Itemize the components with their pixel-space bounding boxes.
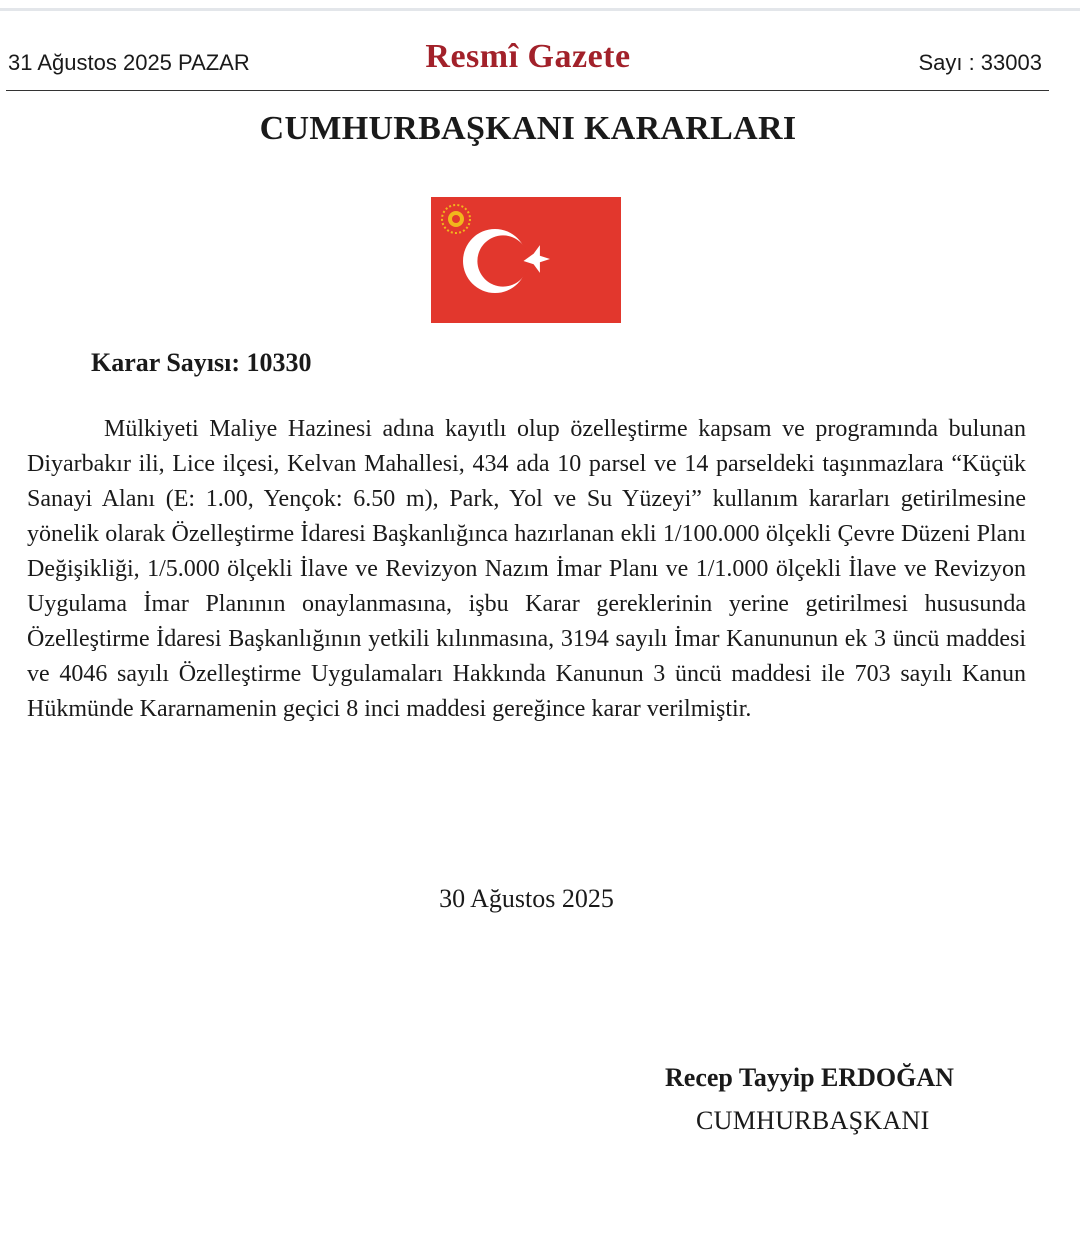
- gazette-header: [8, 38, 1048, 88]
- issue-date: 31 Ağustos 2025 PAZAR: [8, 50, 250, 75]
- gazette-title: Resmî Gazete: [425, 38, 631, 75]
- crescent-inner: [477, 235, 528, 286]
- header-divider: [6, 90, 1049, 91]
- decision-number: Karar Sayısı: 10330: [91, 348, 312, 377]
- signer-title: CUMHURBAŞKANI: [696, 1106, 930, 1135]
- turkish-flag-icon: [431, 197, 621, 323]
- top-divider: [0, 8, 1080, 11]
- section-title: CUMHURBAŞKANI KARARLARI: [259, 110, 797, 147]
- decision-body: Mülkiyeti Maliye Hazinesi adına kayıtlı olup özelleştirme kapsam ve programında bulunan Diyarbakır ili, Lice ilçesi, Kelvan Mahallesi, 434 ada 10 parsel ve 14 parseldeki taşınmazlara “Küçük Sanayi Alanı (E: 1.00, Yençok: 6.50 m), Park, Yol ve Su Yüzeyi” kullanım kararları getirilmesine yönelik olarak Özelleştirme İdaresi Başkanlığınca hazırlanan ekli 1/100.000 ölçekli Çevre Düzeni Planı Değişikliği, 1/5.000 ölçekli İlave ve Revizyon Nazım İmar Planı ve 1/1.000 ölçekli İlave ve Revizyon Uygulama İmar Planının onaylanmasına, işbu Karar gereklerinin yerine getirilmesi hususunda Özelleştirme İdaresi Başkanlığının yetkili kılınmasına, 3194 sayılı İmar Kanununun ek 3 üncü maddesi ve 4046 sayılı Özelleştirme Uygulamaları Hakkında Kanunun 3 üncü maddesi ile 703 sayılı Kanun Hükmünde Kararnamenin geçici 8 inci maddesi gereğince karar verilmiştir.: [27, 416, 1026, 722]
- issue-number: Sayı : 33003: [918, 50, 1042, 75]
- signer-name: Recep Tayyip ERDOĞAN: [665, 1063, 954, 1092]
- signature-date: 30 Ağustos 2025: [439, 884, 614, 913]
